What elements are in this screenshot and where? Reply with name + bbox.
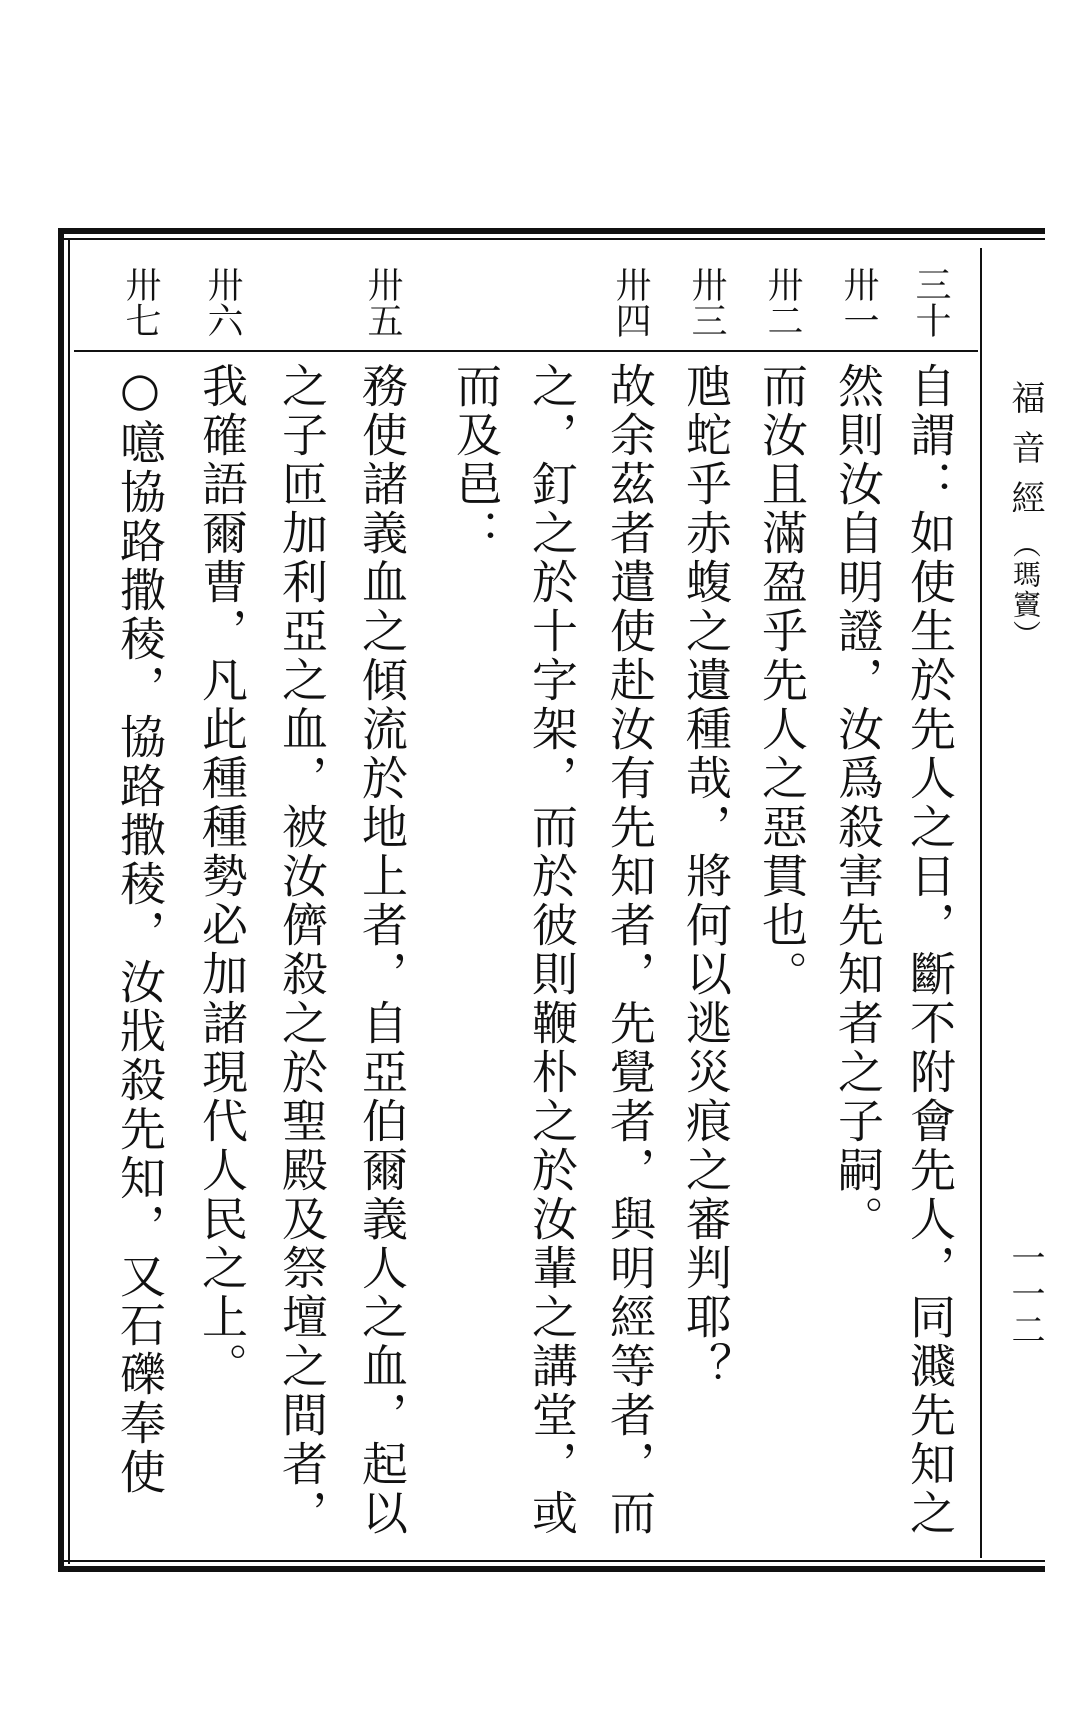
frame-left-thin-rule (68, 238, 70, 1564)
frame-left-rule (58, 228, 64, 1572)
verse-number: 卅五 (362, 266, 403, 338)
verse-text: 而汝且滿盈乎先人之惡貫也。 (755, 362, 809, 999)
verse-text: ○噫協路撒稜，協路撒稜，汝戕殺先知，又石礫奉使 (113, 362, 167, 1497)
verse-number (446, 262, 506, 342)
verse-text: 之，釘之於十字架，而於彼則鞭朴之於汝輩之講堂，或 (525, 362, 579, 1538)
book-subtitle: （瑪竇） (1009, 530, 1042, 650)
verse-text: 務使諸義血之傾流於地上者，自亞伯爾義人之血，起以 (355, 362, 409, 1538)
verse-number: 三十 (910, 266, 951, 338)
text-column (600, 262, 660, 1552)
text-column (110, 262, 170, 1552)
page-number: 一一二 (1005, 1240, 1045, 1348)
verse-number: 卅六 (202, 266, 243, 338)
text-column (828, 262, 888, 1552)
frame-bottom-thin-rule (60, 1560, 1045, 1562)
verse-text: 自謂：如使生於先人之日，斷不附會先人，同濺先知之 (903, 362, 957, 1538)
book-title: 福音經 (1005, 380, 1045, 530)
verse-number: 卅七 (120, 266, 161, 338)
verse-text: 而及邑： (449, 362, 503, 558)
text-column (676, 262, 736, 1552)
text-column (352, 262, 412, 1552)
frame-bottom-rule (60, 1566, 1045, 1572)
verse-number: 卅二 (762, 266, 803, 338)
verse-text: 虺蛇乎赤蝮之遺種哉，將何以逃災痕之審判耶？ (679, 362, 733, 1391)
text-column (272, 262, 332, 1552)
frame-right-rule (980, 248, 982, 1558)
verse-text: 故余茲者遣使赴汝有先知者，先覺者，與明經等者，而 (603, 362, 657, 1538)
verse-text: 之子匝加利亞之血，被汝儕殺之於聖殿及祭壇之間者， (275, 362, 329, 1538)
running-head (1000, 380, 1050, 1560)
verse-text: 我確語爾曹，凡此種種勢必加諸現代人民之上。 (195, 362, 249, 1391)
verse-number (522, 262, 582, 342)
verse-text: 然則汝自明證，汝爲殺害先知者之子嗣。 (831, 362, 885, 1244)
verse-number (272, 262, 332, 342)
verse-number: 卅三 (686, 266, 727, 338)
running-head-title (1000, 380, 1050, 650)
verse-number: 卅四 (610, 266, 651, 338)
frame-top-thin-rule (60, 238, 1045, 240)
text-column (522, 262, 582, 1552)
text-column (752, 262, 812, 1552)
verse-number: 卅一 (838, 266, 879, 338)
text-column (446, 262, 506, 1552)
frame-top-rule (60, 228, 1045, 234)
text-column (900, 262, 960, 1552)
text-column (192, 262, 252, 1552)
